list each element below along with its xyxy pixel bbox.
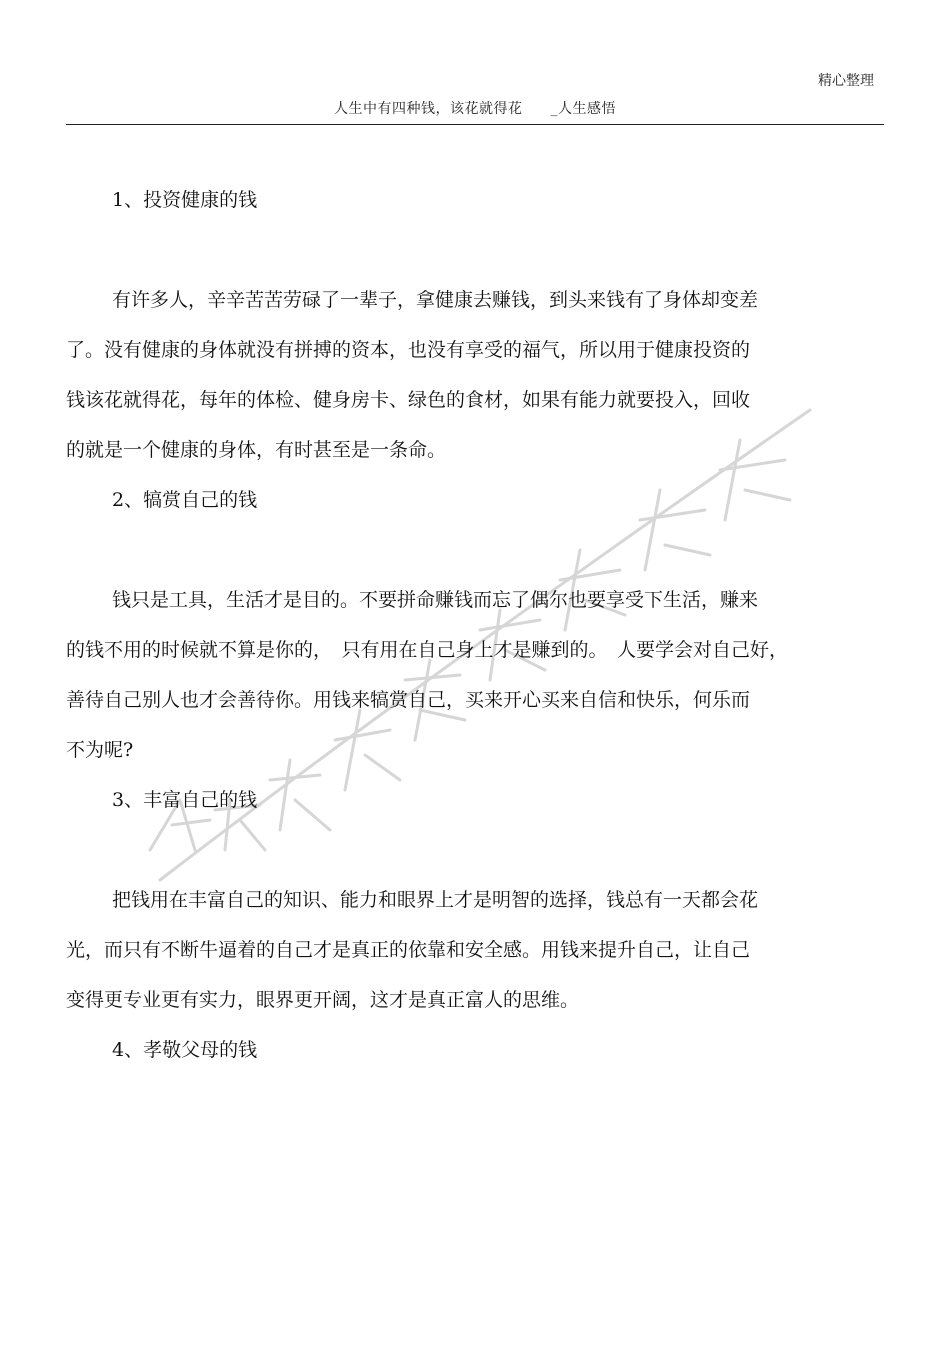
paragraph-line: 的钱不用的时候就不算是你的， 只有用在自己身上才是赚到的。 人要学会对自己好， [66,639,789,661]
corner-note: 精心整理 [818,73,874,89]
section-heading-2: 2、犒赏自己的钱 [112,489,258,511]
paragraph-line: 了。没有健康的身体就没有拼搏的资本，也没有享受的福气，所以用于健康投资的 [66,339,751,361]
section-heading-1: 1、投资健康的钱 [112,189,258,211]
header-rule [66,124,884,125]
page-title: 人生中有四种钱，该花就得花 [334,101,523,117]
page-header [0,98,950,118]
paragraph-line: 把钱用在丰富自己的知识、能力和眼界上才是明智的选择，钱总有一天都会花 [112,889,759,911]
paragraph-line: 不为呢? [66,739,134,761]
section-heading-3: 3、丰富自己的钱 [112,789,258,811]
paragraph-line: 的就是一个健康的身体，有时甚至是一条命。 [66,439,447,461]
paragraph-line: 钱只是工具，生活才是目的。不要拼命赚钱而忘了偶尔也要享受下生活，赚来 [112,589,759,611]
paragraph-line: 变得更专业更有实力，眼界更开阔，这才是真正富人的思维。 [66,989,580,1011]
paragraph-line: 善待自己别人也才会善待你。用钱来犒赏自己，买来开心买来自信和快乐，何乐而 [66,689,751,711]
paragraph-line: 钱该花就得花，每年的体检、健身房卡、绿色的食材，如果有能力就要投入，回收 [66,389,751,411]
page-title-category: _人生感悟 [550,101,616,117]
paragraph-line: 光，而只有不断牛逼着的自己才是真正的依靠和安全感。用钱来提升自己，让自己 [66,939,751,961]
paragraph-line: 有许多人，辛辛苦苦劳碌了一辈子，拿健康去赚钱，到头来钱有了身体却变差 [112,289,759,311]
section-heading-4: 4、孝敬父母的钱 [112,1039,258,1061]
